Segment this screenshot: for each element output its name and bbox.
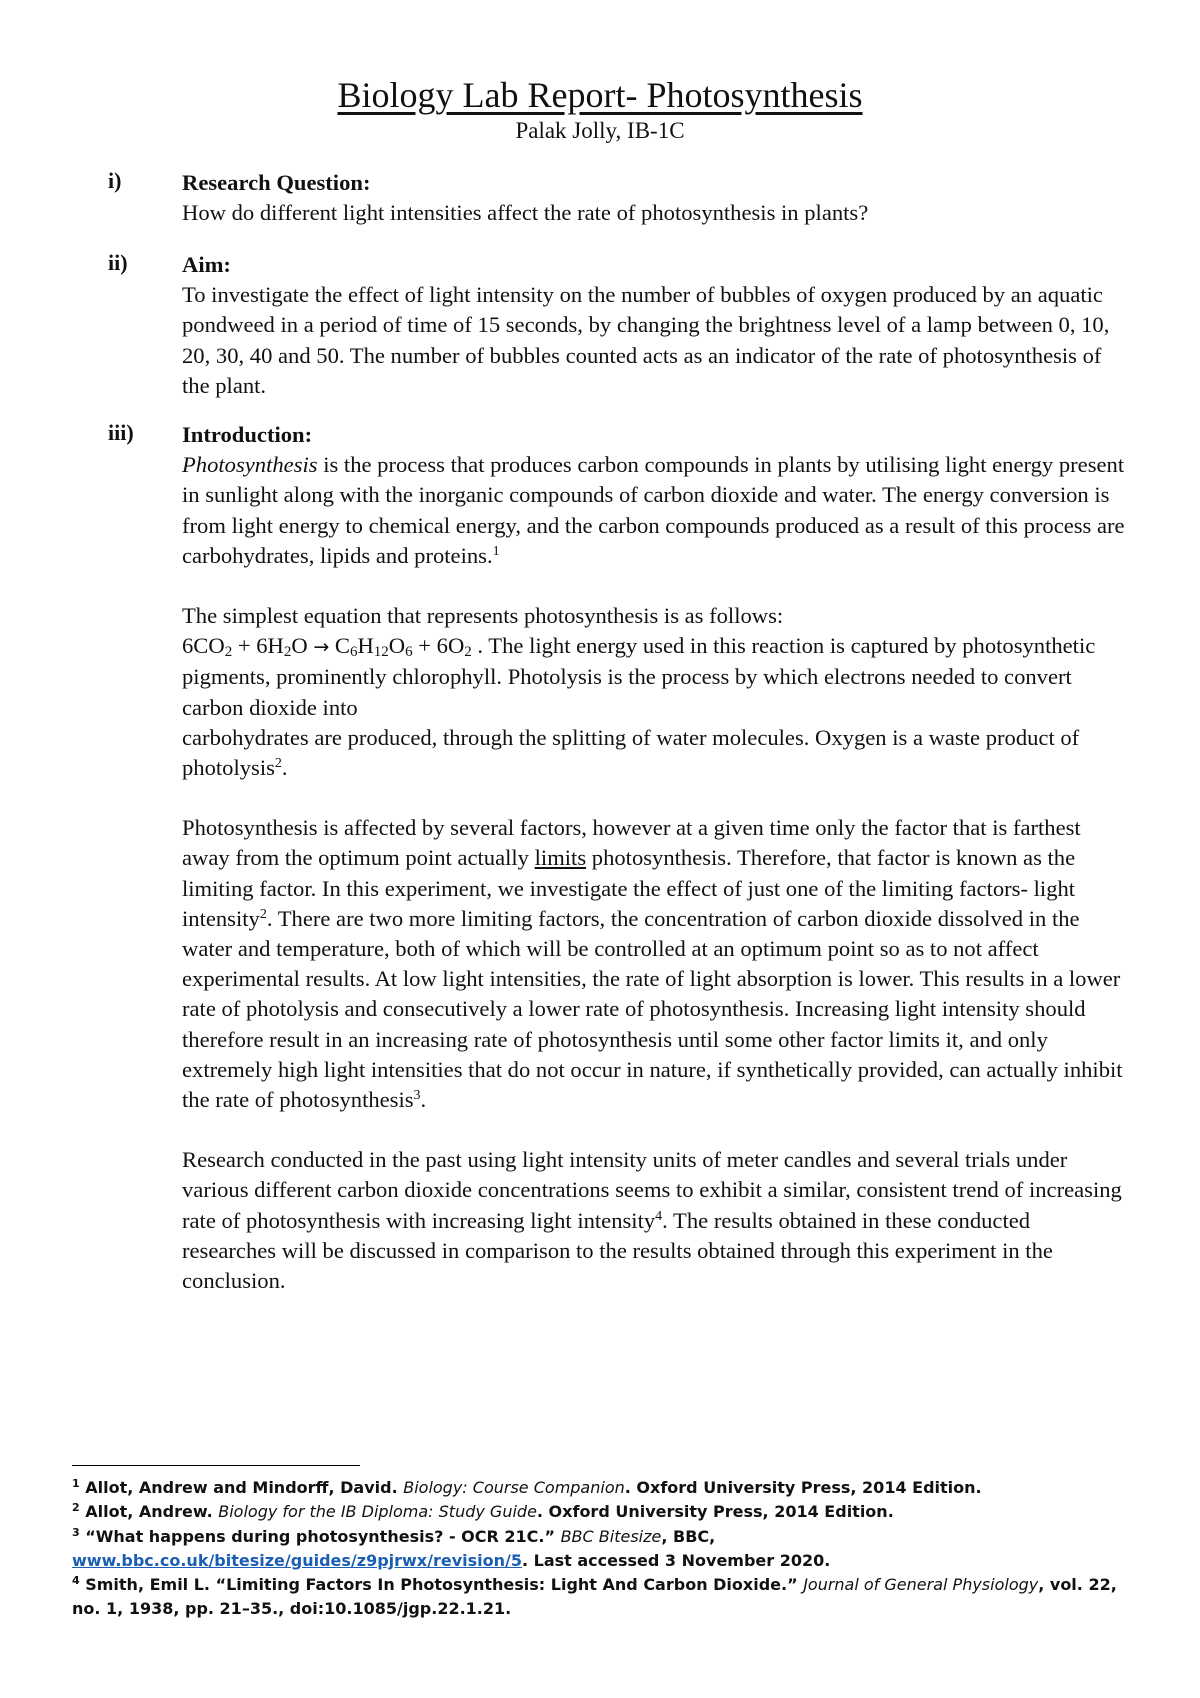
- citation-ref: 1: [492, 543, 500, 559]
- footnotes: [72, 1476, 1142, 1622]
- intro-paragraph-3: Photosynthesis is affected by several factors, however at a given time only the factor that is farthest away from the optimum point actually limits photosynthesis. Therefore, that factor is known as the limiting factor. In this experiment, we investigate the effect of just one of the limiting factors- light intensity$^2$. There are two more limiting factors, the concentration of carbon dioxide dissolved in the water and temperature, both of which will be controlled at an optimum point so as to not affect experimental results. At low light intensities, the rate of light absorption is lower. This results in a lower rate of photolysis and consecutively a lower rate of photosynthesis. Increasing light intensity should therefore result in an increasing rate of photosynthesis until some other factor limits it, and only extremely high light intensities that do not occur in nature, if synthetically provided, can actually inhibit the rate of photosynthesis$^3$.: [182, 815, 1123, 1113]
- bbc-bitesize-link[interactable]: www.bbc.co.uk/bitesize/guides/z9pjrwx/revision/5: [72, 1550, 522, 1570]
- section-number: ii): [108, 250, 128, 275]
- citation-ref: 2: [274, 756, 282, 772]
- citation-ref: 2: [259, 906, 267, 922]
- section-heading: Introduction:: [182, 422, 313, 447]
- intro-paragraph-1: Photosynthesis is the process that produces carbon compounds in plants by utilising light energy present in sunlight along with the inorganic compounds of carbon dioxide and water. The energy conversion is from light energy to chemical energy, and the carbon compounds produced as a result of this process are carbohydrates, lipids and proteins.$^1$: [182, 452, 1125, 568]
- section-body: [182, 250, 1128, 401]
- footnote-1: $^1$ Allot, Andrew and Mindorff, David. Biology: Course Companion. Oxford University Press, 2014 Edition.: [72, 1477, 982, 1497]
- research-question-text: How do different light intensities affect the rate of photosynthesis in plants?: [182, 200, 869, 226]
- report-title: Biology Lab Report- Photosynthesis: [337, 75, 863, 115]
- section-body: [182, 168, 1128, 228]
- aim-text: To investigate the effect of light intensity on the number of bubbles of oxygen produced by an aquatic pondweed in a period of time of 15 seconds, by changing the brightness level of a lamp between 0, 10, 20, 30, 40 and 50. The number of bubbles counted acts as an indicator of the rate of photosynthesis of the plant.: [182, 282, 1110, 398]
- section-number: iii): [108, 420, 134, 445]
- section-heading: Research Question:: [182, 170, 371, 195]
- footnote-divider: [72, 1465, 360, 1466]
- footnote-3: $^3$ “What happens during photosynthesis? - OCR 21C.” BBC Bitesize, BBC, www.bbc.co.uk/bitesize/guides/z9pjrwx/revision/5. Last accessed 3 November 2020.: [72, 1525, 831, 1570]
- citation-ref: 3: [413, 1088, 421, 1104]
- footnote-2: $^2$ Allot, Andrew. Biology for the IB Diploma: Study Guide. Oxford University Press, 2014 Edition.: [72, 1501, 894, 1522]
- section-body: [182, 420, 1128, 1296]
- section-heading: Aim:: [182, 252, 231, 277]
- footnote-4: $^4$ Smith, Emil L. “Limiting Factors In Photosynthesis: Light And Carbon Dioxide.” Journal of General Physiology, vol. 22, no. 1, 1938, pp. 21–35., doi:10.1085/jgp.22.1.21.: [72, 1574, 1117, 1619]
- photosynthesis-equation: $6CO_2 + 6H_2O \to C_6H_{12}O_6 + 6O_2$: [182, 633, 472, 661]
- citation-ref: 4: [655, 1208, 663, 1224]
- right-arrow-icon: →: [313, 636, 330, 659]
- section-number: i): [108, 168, 122, 193]
- intro-paragraph-2: The simplest equation that represents photosynthesis is as follows: $6CO_2 + 6H_2O \to C_6H_{12}O_6 + 6O_2$ . The light energy used in this reaction is captured by photosynthetic pigments, prominently chlorophyll. Photolysis is the process by which electrons needed to convert carbon dioxide into carbohydrates are produced, through the splitting of water molecules. Oxygen is a waste product of photolysis$^2$.: [182, 603, 1096, 781]
- underlined-word: limits: [534, 845, 587, 871]
- intro-paragraph-4: Research conducted in the past using light intensity units of meter candles and several trials under various different carbon dioxide concentrations seems to exhibit a similar, consistent trend of increasing rate of photosynthesis with increasing light intensity$^4$. The results obtained in these conducted researches will be discussed in comparison to the results obtained through this experiment in the conclusion.: [182, 1147, 1122, 1294]
- author-line: Palak Jolly, IB-1C: [515, 118, 685, 143]
- term-photosynthesis: Photosynthesis: [182, 452, 318, 478]
